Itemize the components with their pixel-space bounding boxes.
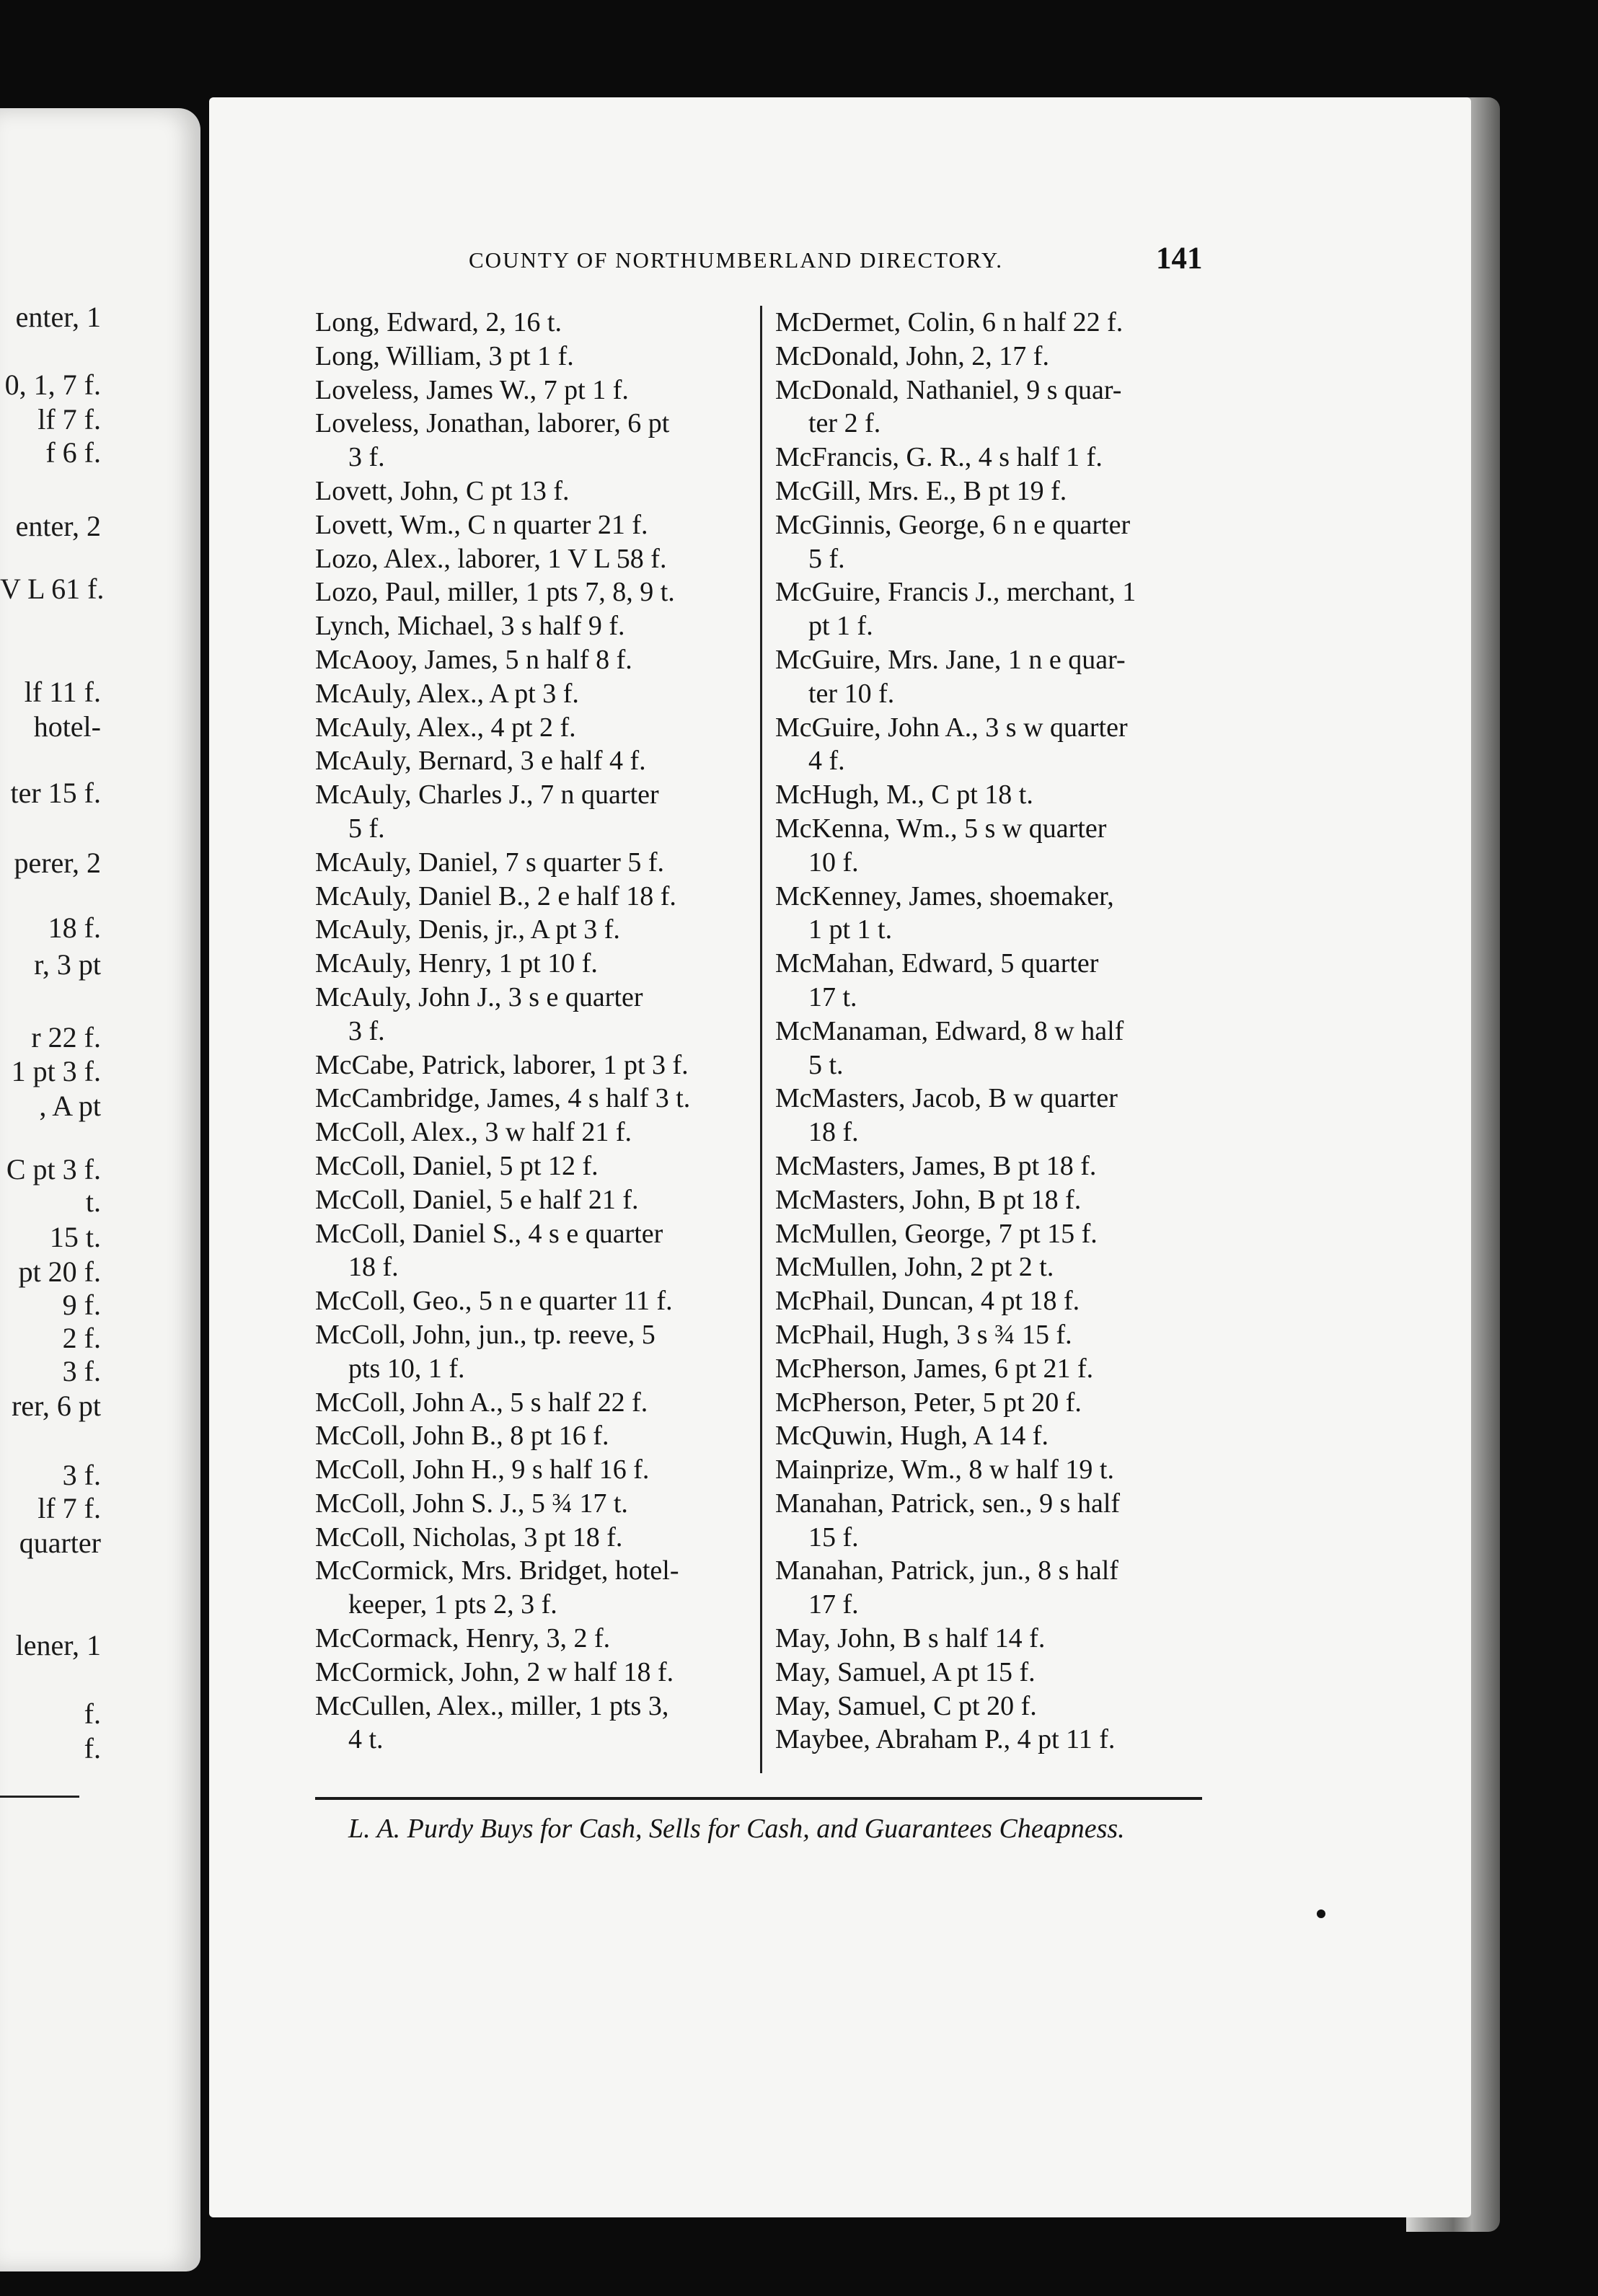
directory-entry: Manahan, Patrick, sen., 9 s half: [775, 1488, 1121, 1519]
directory-entry: McMullen, George, 7 pt 15 f.: [775, 1218, 1098, 1249]
directory-entry-continuation: 15 f.: [808, 1522, 859, 1553]
left-page-fragment: lf 11 f.: [24, 676, 101, 708]
left-page-fragment: 3 f.: [62, 1459, 101, 1491]
directory-entry: McGuire, Mrs. Jane, 1 n e quar-: [775, 644, 1126, 675]
directory-entry: McColl, John S. J., 5 ¾ 17 t.: [315, 1488, 628, 1519]
left-page-fragment: f 6 f.: [45, 436, 101, 469]
directory-entry-continuation: 5 f.: [808, 543, 845, 574]
left-page-fragment: enter, 2: [15, 510, 101, 542]
directory-entry: McDermet, Colin, 6 n half 22 f.: [775, 307, 1124, 337]
left-page-fragment: perer, 2: [14, 847, 101, 879]
left-page-fragment: 3 f.: [62, 1355, 101, 1387]
directory-entry: Long, William, 3 pt 1 f.: [315, 340, 574, 371]
directory-entry: Loveless, Jonathan, laborer, 6 pt: [315, 408, 670, 439]
directory-entry: McFrancis, G. R., 4 s half 1 f.: [775, 442, 1103, 473]
left-page-fragment: ter 15 f.: [10, 777, 101, 809]
left-page-fragment: 15 t.: [49, 1221, 101, 1253]
running-head: COUNTY OF NORTHUMBERLAND DIRECTORY.: [469, 247, 1004, 273]
directory-entry: McColl, Daniel S., 4 s e quarter: [315, 1218, 663, 1249]
directory-entry: McAuly, Daniel, 7 s quarter 5 f.: [315, 847, 665, 878]
directory-entry: McManaman, Edward, 8 w half: [775, 1015, 1124, 1046]
directory-entry: McCullen, Alex., miller, 1 pts 3,: [315, 1690, 669, 1721]
directory-entry: May, Samuel, A pt 15 f.: [775, 1656, 1036, 1687]
left-page-fragment: 0, 1, 7 f.: [4, 368, 101, 401]
left-page-fragment: r, 3 pt: [34, 948, 101, 981]
directory-entry: McCormack, Henry, 3, 2 f.: [315, 1623, 611, 1654]
directory-entry: McAuly, Henry, 1 pt 10 f.: [315, 948, 598, 979]
directory-entry-continuation: pt 1 f.: [808, 611, 873, 642]
left-page-fragment: lf 7 f.: [37, 1492, 101, 1524]
directory-entry: Maybee, Abraham P., 4 pt 11 f.: [775, 1724, 1116, 1755]
directory-entry-continuation: 4 t.: [348, 1724, 384, 1755]
directory-entry: Lovett, Wm., C n quarter 21 f.: [315, 509, 648, 540]
directory-entry: McKenney, James, shoemaker,: [775, 880, 1114, 911]
left-page-fragment: rer, 6 pt: [12, 1390, 101, 1422]
directory-entry-continuation: ter 2 f.: [808, 408, 881, 439]
directory-entry: McCormick, John, 2 w half 18 f.: [315, 1656, 674, 1687]
directory-entry: Lovett, John, C pt 13 f.: [315, 475, 570, 506]
directory-entry-continuation: 4 f.: [808, 746, 845, 777]
directory-entry-continuation: pts 10, 1 f.: [348, 1353, 465, 1384]
directory-entry-continuation: 18 f.: [348, 1252, 399, 1283]
directory-entry: McAuly, Daniel B., 2 e half 18 f.: [315, 880, 676, 911]
directory-entry: McColl, Daniel, 5 e half 21 f.: [315, 1184, 639, 1215]
directory-entry: McMahan, Edward, 5 quarter: [775, 948, 1099, 979]
left-page-rule: [0, 1796, 79, 1798]
directory-entry-continuation: 17 t.: [808, 981, 857, 1012]
directory-entry: McAuly, John J., 3 s e quarter: [315, 981, 643, 1012]
footer-advertisement: L. A. Purdy Buys for Cash, Sells for Cash, and Guarantees Cheapness.: [348, 1814, 1125, 1844]
directory-entry: McAuly, Bernard, 3 e half 4 f.: [315, 746, 646, 777]
left-page-fragment: quarter: [19, 1527, 101, 1559]
directory-entry: McColl, Nicholas, 3 pt 18 f.: [315, 1522, 623, 1553]
directory-entry-continuation: 10 f.: [808, 847, 859, 878]
directory-entry: McAuly, Denis, jr., A pt 3 f.: [315, 914, 620, 945]
ink-spot: [1317, 1909, 1325, 1918]
directory-entry: McCambridge, James, 4 s half 3 t.: [315, 1083, 691, 1114]
directory-entry: Loveless, James W., 7 pt 1 f.: [315, 374, 629, 405]
directory-entry: McColl, John, jun., tp. reeve, 5: [315, 1319, 655, 1350]
directory-entry-continuation: 5 f.: [348, 813, 385, 844]
directory-entry: Manahan, Patrick, jun., 8 s half: [775, 1555, 1118, 1586]
left-page-fragment: r 22 f.: [31, 1021, 101, 1054]
footer-rule: [315, 1797, 1202, 1800]
directory-entry: McColl, Daniel, 5 pt 12 f.: [315, 1150, 599, 1181]
directory-entry: McGuire, Francis J., merchant, 1: [775, 577, 1136, 608]
directory-entry: McAuly, Alex., A pt 3 f.: [315, 678, 579, 709]
left-page-fragment: lener, 1: [15, 1629, 101, 1661]
directory-entry: May, John, B s half 14 f.: [775, 1623, 1046, 1654]
directory-entry: McDonald, Nathaniel, 9 s quar-: [775, 374, 1122, 405]
directory-entry-continuation: 18 f.: [808, 1117, 859, 1148]
directory-entry: McGuire, John A., 3 s w quarter: [775, 712, 1128, 743]
directory-entry-continuation: 17 f.: [808, 1589, 859, 1620]
directory-entry: May, Samuel, C pt 20 f.: [775, 1690, 1037, 1721]
directory-entry: Lozo, Paul, miller, 1 pts 7, 8, 9 t.: [315, 577, 675, 608]
directory-entry: McDonald, John, 2, 17 f.: [775, 340, 1049, 371]
left-page-fragment: f.: [84, 1732, 101, 1765]
directory-entry: Lynch, Michael, 3 s half 9 f.: [315, 611, 625, 642]
left-page-fragment: , A pt: [39, 1090, 101, 1122]
left-page: [0, 108, 200, 2271]
directory-entry-continuation: 1 pt 1 t.: [808, 914, 893, 945]
column-divider: [760, 306, 762, 1773]
page-number: 141: [1156, 242, 1203, 275]
directory-entry: McCabe, Patrick, laborer, 1 pt 3 f.: [315, 1049, 689, 1080]
directory-entry: McPhail, Duncan, 4 pt 18 f.: [775, 1286, 1080, 1317]
left-page-fragment: t.: [85, 1185, 101, 1218]
directory-entry: McColl, John B., 8 pt 16 f.: [315, 1421, 609, 1452]
left-page-fragment: f.: [84, 1697, 101, 1730]
left-page-fragment: 9 f.: [62, 1289, 101, 1321]
directory-entry: McMasters, John, B pt 18 f.: [775, 1184, 1082, 1215]
directory-entry-continuation: 3 f.: [348, 442, 385, 473]
directory-entry: McGinnis, George, 6 n e quarter: [775, 509, 1131, 540]
directory-entry: McGill, Mrs. E., B pt 19 f.: [775, 475, 1067, 506]
directory-entry: McAuly, Alex., 4 pt 2 f.: [315, 712, 576, 743]
directory-entry: McColl, Geo., 5 n e quarter 11 f.: [315, 1286, 673, 1317]
directory-entry: McColl, John H., 9 s half 16 f.: [315, 1454, 650, 1485]
directory-entry: Mainprize, Wm., 8 w half 19 t.: [775, 1454, 1114, 1485]
left-column: [315, 306, 762, 1757]
left-page-fragment: 18 f.: [48, 911, 101, 944]
directory-entry: McMasters, James, B pt 18 f.: [775, 1150, 1097, 1181]
left-page-fragment: V L 61 f.: [0, 573, 105, 605]
directory-entry: McQuwin, Hugh, A 14 f.: [775, 1421, 1049, 1452]
directory-entry: McAooy, James, 5 n half 8 f.: [315, 644, 632, 675]
left-page-fragment: hotel-: [33, 710, 101, 743]
directory-entry: McKenna, Wm., 5 s w quarter: [775, 813, 1107, 844]
directory-entry: McColl, John A., 5 s half 22 f.: [315, 1387, 648, 1418]
directory-entry: Lozo, Alex., laborer, 1 V L 58 f.: [315, 543, 667, 574]
directory-entry: McAuly, Charles J., 7 n quarter: [315, 780, 659, 811]
directory-entry: McCormick, Mrs. Bridget, hotel-: [315, 1555, 679, 1586]
directory-entry-continuation: 3 f.: [348, 1015, 385, 1046]
directory-entry: McMullen, John, 2 pt 2 t.: [775, 1252, 1054, 1283]
left-page-fragment: 2 f.: [62, 1322, 101, 1354]
directory-entry: McPherson, Peter, 5 pt 20 f.: [775, 1387, 1082, 1418]
directory-entry-continuation: ter 10 f.: [808, 678, 895, 709]
directory-entry: Long, Edward, 2, 16 t.: [315, 307, 562, 337]
left-page-fragment: enter, 1: [15, 301, 101, 333]
left-page-fragment: lf 7 f.: [37, 403, 101, 436]
left-page-fragment: 1 pt 3 f.: [11, 1055, 101, 1087]
directory-entry: McMasters, Jacob, B w quarter: [775, 1083, 1118, 1114]
directory-entry: McHugh, M., C pt 18 t.: [775, 780, 1033, 811]
directory-entry-continuation: keeper, 1 pts 2, 3 f.: [348, 1589, 557, 1620]
right-column: [775, 306, 1222, 1757]
directory-entry: McPherson, James, 6 pt 21 f.: [775, 1353, 1094, 1384]
left-page-fragment: C pt 3 f.: [6, 1153, 101, 1185]
directory-entry: McColl, Alex., 3 w half 21 f.: [315, 1117, 632, 1148]
directory-entry: McPhail, Hugh, 3 s ¾ 15 f.: [775, 1319, 1072, 1350]
directory-entry-continuation: 5 t.: [808, 1049, 844, 1080]
left-page-fragment: pt 20 f.: [18, 1255, 101, 1288]
